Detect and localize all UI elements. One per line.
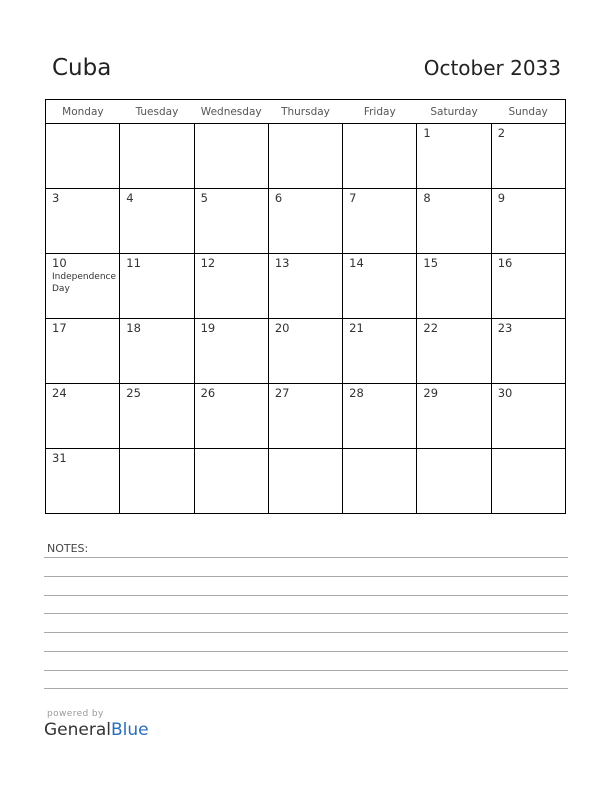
calendar-week-row — [46, 449, 566, 514]
note-line — [44, 576, 568, 577]
calendar-day-cell — [46, 124, 120, 189]
day-number: 4 — [126, 191, 134, 205]
calendar-day-cell — [268, 384, 342, 449]
day-number: 3 — [52, 191, 60, 205]
calendar-day-cell — [417, 124, 491, 189]
day-number: 6 — [274, 191, 283, 205]
calendar-day-cell — [491, 124, 565, 189]
weekday-header-row — [46, 100, 566, 124]
calendar-day-cell — [120, 449, 194, 514]
calendar-day-cell — [46, 189, 120, 254]
calendar-day-cell — [46, 319, 120, 384]
calendar-day-cell — [343, 384, 417, 449]
day-number — [195, 124, 268, 127]
day-number: 26 — [200, 386, 216, 400]
day-number: 9 — [497, 191, 506, 205]
calendar-day-cell — [194, 384, 268, 449]
day-number: 1 — [423, 126, 431, 140]
day-number: 16 — [497, 256, 513, 270]
calendar-day-cell — [120, 384, 194, 449]
day-number: 29 — [423, 386, 439, 400]
calendar-grid — [45, 99, 566, 514]
calendar-day-cell — [491, 384, 565, 449]
calendar-day-cell — [343, 319, 417, 384]
calendar-day-cell — [120, 189, 194, 254]
day-number: 23 — [497, 321, 513, 335]
day-number: 27 — [274, 386, 290, 400]
note-line — [44, 557, 568, 558]
calendar-day-cell — [417, 384, 491, 449]
calendar-day-cell — [343, 254, 417, 319]
day-number: 13 — [274, 256, 290, 270]
calendar-day-cell — [268, 254, 342, 319]
month-year-title: October 2033 — [423, 56, 561, 80]
calendar-day-cell — [194, 254, 268, 319]
day-number — [343, 449, 416, 452]
calendar-day-cell — [46, 254, 120, 319]
weekday-header: Sunday — [491, 100, 565, 124]
day-number: 20 — [274, 321, 290, 335]
day-number: 31 — [52, 451, 67, 465]
day-number: 28 — [349, 386, 364, 400]
weekday-header: Wednesday — [194, 100, 268, 124]
calendar-week-row — [46, 319, 566, 384]
day-number: 12 — [200, 256, 216, 270]
day-number: 17 — [52, 321, 67, 335]
day-number — [195, 449, 268, 452]
calendar-day-cell — [417, 189, 491, 254]
day-number: 24 — [52, 386, 67, 400]
calendar-day-cell — [417, 254, 491, 319]
day-number: 19 — [200, 321, 216, 335]
day-number: 30 — [497, 386, 513, 400]
day-number — [120, 449, 193, 452]
calendar-day-cell — [46, 384, 120, 449]
weekday-header: Friday — [343, 100, 417, 124]
day-number: 22 — [423, 321, 439, 335]
calendar-day-cell — [120, 254, 194, 319]
day-number: 5 — [200, 191, 208, 205]
day-number: 11 — [126, 256, 141, 270]
calendar-day-cell — [491, 189, 565, 254]
calendar-day-cell — [194, 319, 268, 384]
note-line — [44, 651, 568, 652]
brand-blue: Blue — [111, 720, 149, 740]
day-number: 18 — [126, 321, 141, 335]
calendar-week-row — [46, 124, 566, 189]
day-number: 8 — [423, 191, 431, 205]
day-number — [492, 449, 565, 452]
powered-by-text: powered by — [47, 709, 104, 719]
note-line — [44, 670, 568, 671]
day-number: 15 — [423, 256, 439, 270]
day-number: 14 — [349, 256, 364, 270]
day-number — [417, 449, 490, 452]
note-line — [44, 595, 568, 596]
notes-label: NOTES: — [47, 542, 89, 555]
day-number: 2 — [497, 126, 506, 140]
calendar-day-cell — [268, 189, 342, 254]
weekday-header: Monday — [46, 100, 120, 124]
weekday-header: Saturday — [417, 100, 491, 124]
note-line — [44, 688, 568, 689]
calendar-day-cell — [417, 449, 491, 514]
day-number — [343, 124, 416, 127]
calendar-day-cell — [46, 449, 120, 514]
calendar-day-cell — [194, 449, 268, 514]
calendar-week-row — [46, 384, 566, 449]
holiday-label: Independence Day — [52, 272, 117, 294]
note-line — [44, 632, 568, 633]
calendar-day-cell — [491, 319, 565, 384]
day-number: 10 — [52, 256, 67, 270]
day-number: 21 — [349, 321, 364, 335]
calendar-day-cell — [120, 319, 194, 384]
country-title: Cuba — [52, 55, 112, 81]
calendar-day-cell — [194, 189, 268, 254]
calendar-day-cell — [343, 189, 417, 254]
calendar-week-row — [46, 189, 566, 254]
calendar-day-cell — [491, 254, 565, 319]
calendar-week-row — [46, 254, 566, 319]
calendar-day-cell — [343, 449, 417, 514]
day-number: 7 — [349, 191, 357, 205]
calendar-day-cell — [268, 124, 342, 189]
day-number — [269, 449, 342, 452]
brand-general: General — [44, 720, 111, 740]
note-line — [44, 613, 568, 614]
calendar-day-cell — [268, 449, 342, 514]
calendar-day-cell — [491, 449, 565, 514]
day-number — [120, 124, 193, 127]
calendar-day-cell — [194, 124, 268, 189]
calendar-day-cell — [268, 319, 342, 384]
generalblue-logo[interactable] — [44, 720, 149, 740]
weekday-header: Thursday — [268, 100, 342, 124]
calendar-day-cell — [120, 124, 194, 189]
day-number: 25 — [126, 386, 141, 400]
calendar-day-cell — [417, 319, 491, 384]
day-number — [269, 124, 342, 127]
day-number — [46, 124, 119, 127]
calendar-day-cell — [343, 124, 417, 189]
weekday-header: Tuesday — [120, 100, 194, 124]
